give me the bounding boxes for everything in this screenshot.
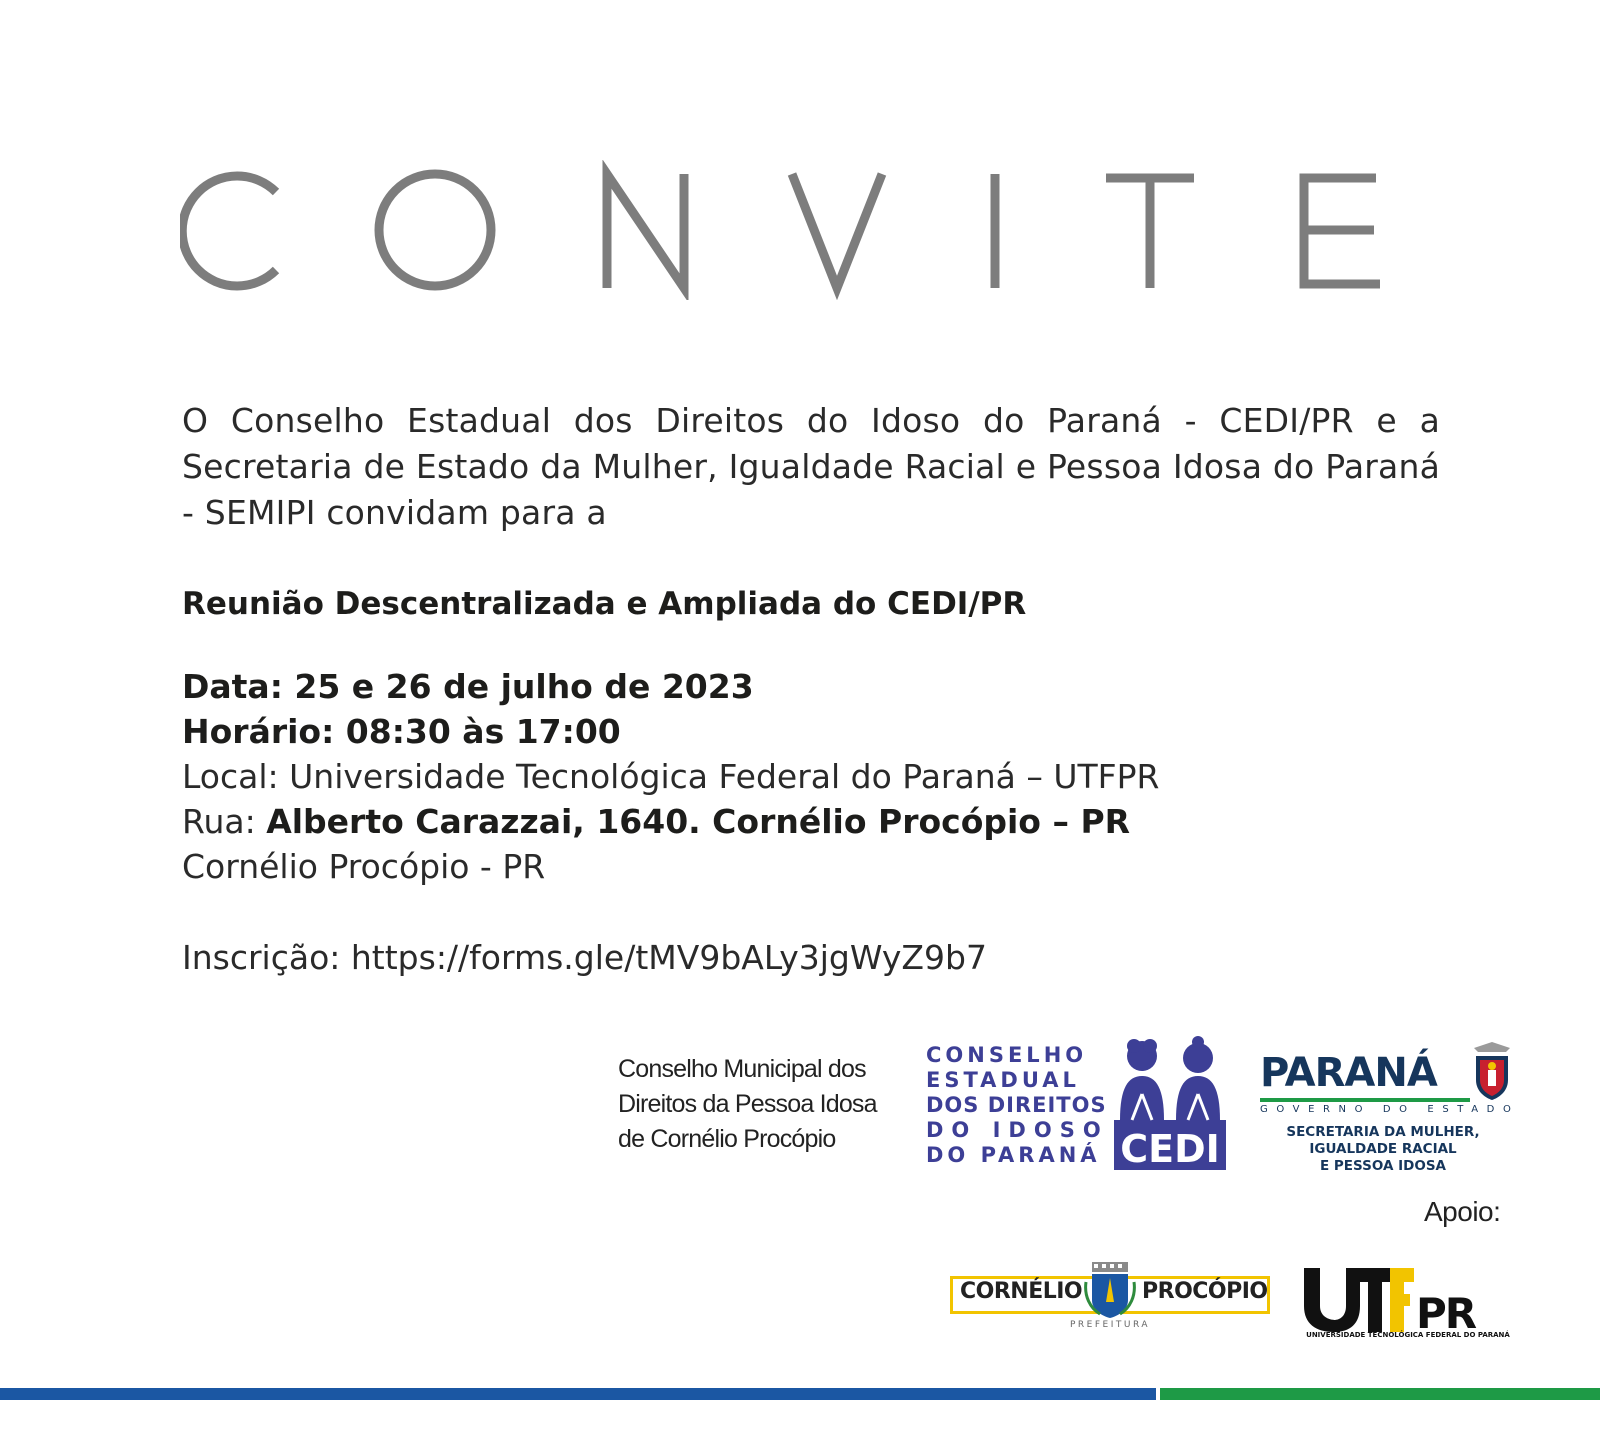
event-location: Local: Universidade Tecnológica Federal do Paraná – UTFPR — [182, 757, 1160, 796]
cedi-figures-icon — [1114, 1036, 1226, 1170]
title-letter-c — [182, 176, 276, 286]
cedi-logo-mark — [1114, 1036, 1226, 1170]
cedi-line: DO PARANÁ — [926, 1143, 1101, 1167]
cedi-mark-text: CEDI — [1120, 1127, 1220, 1170]
event-date: Data: 25 e 26 de julho de 2023 — [182, 667, 754, 706]
cmdpi-line: Direitos da Pessoa Idosa — [618, 1090, 877, 1118]
cmdpi-line: de Cornélio Procópio — [618, 1125, 836, 1153]
parana-sec-line: SECRETARIA DA MULHER, — [1286, 1124, 1480, 1140]
event-city: Cornélio Procópio - PR — [182, 847, 546, 886]
street-label: Rua: — [182, 802, 256, 841]
cedi-line: CONSELHO — [926, 1043, 1088, 1067]
cp-left-text: CORNÉLIO — [960, 1279, 1083, 1304]
support-label: Apoio: — [1424, 1196, 1501, 1227]
cp-crest-icon — [1084, 1262, 1136, 1320]
street-value: Alberto Carazzai, 1640. Cornélio Procópio – PR — [266, 802, 1131, 841]
cmdpi-line: Conselho Municipal dos — [618, 1055, 866, 1083]
utfpr-name: UNIVERSIDADE TECNOLÓGICA FEDERAL DO PARANÁ — [1306, 1331, 1510, 1339]
svg-text:PR: PR — [1416, 1289, 1476, 1332]
cmdpi-logo — [618, 1052, 877, 1157]
cedi-line: ESTADUAL — [926, 1068, 1080, 1092]
cedi-logo-text — [926, 1043, 1109, 1168]
cp-prefeitura: PREFEITURA — [1070, 1320, 1151, 1330]
parana-secretaria — [1278, 1124, 1488, 1175]
parana-logo — [1258, 1040, 1518, 1180]
footer-bar-blue — [0, 1388, 1156, 1400]
invitation-title — [180, 160, 1410, 300]
cornelio-procopio-logo — [950, 1262, 1272, 1338]
parana-sec-line: IGUALDADE RACIAL — [1309, 1141, 1457, 1157]
parana-crest-icon — [1468, 1040, 1516, 1102]
event-details — [182, 664, 1159, 889]
utfpr-logo — [1300, 1266, 1520, 1346]
meeting-title: Reunião Descentralizada e Ampliada do CEDI/PR — [182, 586, 1027, 622]
utfpr-mark-icon — [1300, 1266, 1520, 1332]
cedi-line: DOS DIREITOS — [926, 1093, 1107, 1117]
cp-right-text: PROCÓPIO — [1142, 1279, 1268, 1304]
title-letter-o — [379, 174, 491, 286]
parana-sec-line: E PESSOA IDOSA — [1319, 1158, 1446, 1174]
title-letter-v — [792, 174, 882, 288]
parana-name: PARANÁ — [1260, 1050, 1437, 1096]
event-street — [182, 799, 1159, 844]
parana-gov: GOVERNO DO ESTADO — [1260, 1104, 1520, 1115]
cedi-line: DO IDOSO — [926, 1118, 1109, 1142]
event-time: Horário: 08:30 às 17:00 — [182, 712, 621, 751]
title-letter-e — [1304, 178, 1380, 284]
signup-link[interactable]: Inscrição: https://forms.gle/tMV9bALy3jgWyZ9b7 — [182, 938, 987, 977]
title-letters — [180, 160, 1410, 300]
parana-rule — [1260, 1098, 1470, 1102]
title-letter-n — [607, 174, 684, 288]
footer-bar-green — [1160, 1388, 1600, 1400]
title-letter-t — [1106, 178, 1194, 288]
intro-paragraph: O Conselho Estadual dos Direitos do Idoso do Paraná - CEDI/PR e a Secretaria de Estado da Mulher, Igualdade Racial e Pessoa Idosa do Paraná - SEMIPI convidam para a — [182, 401, 1440, 532]
